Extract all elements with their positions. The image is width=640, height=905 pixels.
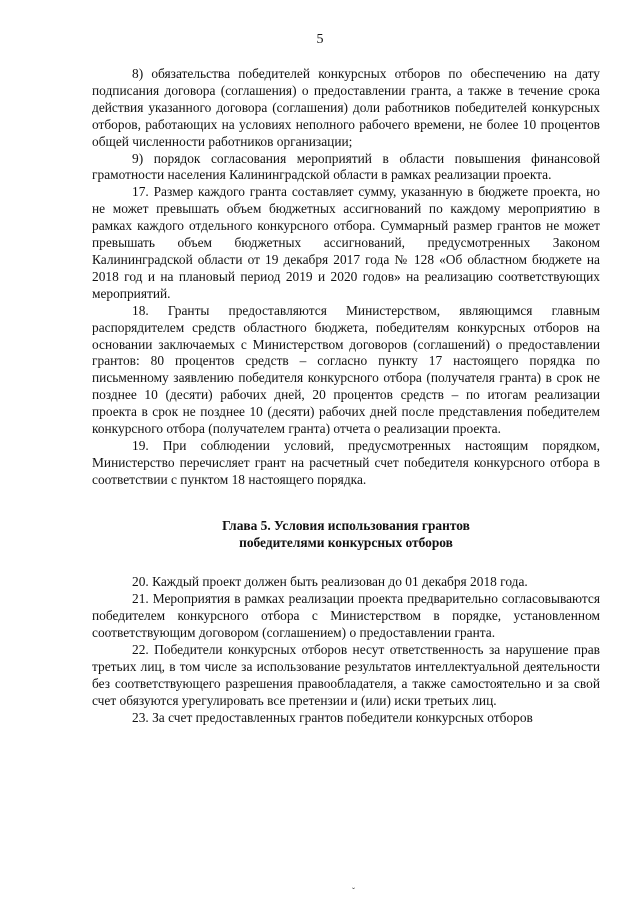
paragraph-item-9: 9) порядок согласования мероприятий в области повышения финансовой грамотности населения Калининградской области в рамках реализации проекта.	[92, 150, 600, 183]
paragraph-23: 23. За счет предоставленных грантов победители конкурсных отборов	[132, 709, 533, 725]
chapter-heading	[92, 518, 600, 552]
page-number: 5	[316, 32, 324, 47]
paragraph-item-8: 8) обязательства победителей конкурсных отборов по обеспечению на дату подписания договора (соглашения) о предоставлении гранта, а также в течение срока действия указанного договора (соглашения) доли работников победителей конкурсных отборов, работающих на условиях неполного рабочего времени, не более 10 процентов общей численности работников организации;	[92, 66, 600, 149]
paragraph-21: 21. Мероприятия в рамках реализации проекта предварительно согласовываются победителем конкурсного отбора с Министерством в порядке, установленном соответствующим договором (соглашением) о предоставлении гранта.	[92, 591, 600, 641]
paragraph-22: 22. Победители конкурсных отборов несут ответственность за нарушение прав третьих лиц, в том числе за использование результатов интеллектуальной деятельности без соответствующего разрешения правообладателя, а также самостоятельно и за свой счет обязуются урегулировать все претензии и (или) иски третьих лиц.	[92, 642, 600, 708]
scan-mark: ˇ	[352, 886, 355, 896]
paragraph-19: 19. При соблюдении условий, предусмотренных настоящим порядком, Министерство перечисляет грант на расчетный счет победителя конкурсного отбора в соответствии с пунктом 18 настоящего порядка.	[92, 437, 600, 487]
chapter-heading-line-1: Глава 5. Условия использования грантов	[222, 517, 470, 533]
paragraph-20: 20. Каждый проект должен быть реализован до 01 декабря 2018 года.	[132, 574, 528, 590]
paragraph-18: 18. Гранты предоставляются Министерством, являющимся главным распорядителем средств областного бюджета, победителям конкурсных отборов на основании заключаемых с Министерством договоров (соглашений) о предоставлении грантов: 80 процентов средств – согласно пункту 17 настоящего порядка по письменному заявлению победителя конкурсного отбора (получателя гранта) в срок не позднее 10 (десяти) рабочих дней, 20 процентов средств – по итогам реализации проекта в срок не позднее 10 (десяти) рабочих дней после представления победителем конкурсного отбора (получателем гранта) отчета о реализации проекта.	[92, 302, 600, 437]
paragraph-17: 17. Размер каждого гранта составляет сумму, указанную в бюджете проекта, но не может превышать объем бюджетных ассигнований по каждому мероприятию в рамках каждого отдельного конкурсного отбора. Суммарный размер грантов не может превышать объем бюджетных ассигнований, предусмотренных Законом Калининградской области от 19 декабря 2017 года № 128 «Об областном бюджете на 2018 год и на плановый период 2019 и 2020 годов» на реализацию соответствующих мероприятий.	[92, 184, 600, 301]
chapter-heading-line-2: победителями конкурсных отборов	[239, 534, 453, 550]
document-body	[92, 66, 600, 727]
